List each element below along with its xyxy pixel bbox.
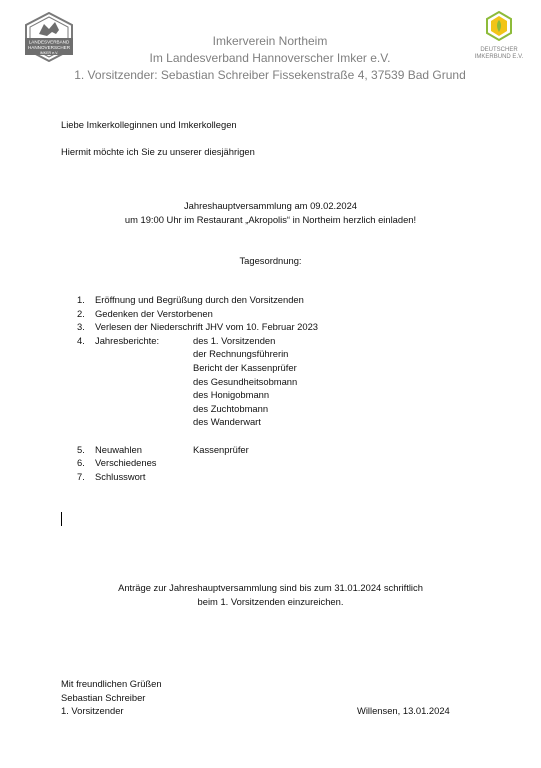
meeting-date: Jahreshauptversammlung am 09.02.2024: [183, 200, 358, 211]
report-item: der Rechnungsführerin: [193, 348, 289, 360]
report-row: [77, 389, 497, 403]
item-number: 2.: [77, 307, 85, 319]
item-label: Verschiedenes: [95, 457, 157, 469]
logo-right-text-2: IMKERBUND E.V.: [474, 54, 524, 60]
item-label: Eröffnung und Begrüßung durch den Vorsitzenden: [95, 294, 304, 305]
report-row: [77, 416, 497, 430]
agenda-title: Tagesordnung:: [239, 255, 302, 266]
item-label: Schlusswort: [95, 470, 146, 482]
motions-line-2: beim 1. Vorsitzenden einzureichen.: [197, 596, 344, 607]
item-label: Gedenken der Verstorbenen: [95, 307, 213, 319]
report-item: des Wanderwart: [193, 416, 261, 428]
report-row: [77, 376, 497, 390]
item-number: 6.: [77, 457, 85, 469]
meeting-location: um 19:00 Uhr im Restaurant „Akropolis“ in Northeim herzlich einladen!: [124, 213, 417, 225]
letterhead-line-2: Im Landesverband Hannoverscher Imker e.V.: [149, 51, 391, 65]
signatory-role: 1. Vorsitzender: [61, 705, 124, 717]
list-item: [77, 335, 497, 349]
logo-left-text-3: IMKER e.V.: [39, 51, 59, 55]
item-label: Verlesen der Niederschrift JHV vom 10. Februar 2023: [95, 321, 319, 333]
closing-greeting: Mit freundlichen Grüßen: [61, 678, 162, 689]
election-item: Kassenprüfer: [193, 443, 249, 455]
place-date: Willensen, 13.01.2024: [357, 705, 450, 717]
logo-left-text-2: HANNOVERSCHER: [27, 45, 71, 50]
item-number: 5.: [77, 443, 85, 455]
logo-left-text-1: LANDESVERBAND: [28, 39, 70, 45]
list-item: [77, 308, 497, 322]
signatory-name: Sebastian Schreiber: [61, 691, 146, 703]
motions-line-1: Anträge zur Jahreshauptversammlung sind bis zum 31.01.2024 schriftlich: [118, 582, 423, 593]
text-cursor[interactable]: [61, 512, 62, 526]
spacer: [77, 430, 497, 444]
item-label: Neuwahlen: [95, 443, 142, 455]
letterhead-line-3: 1. Vorsitzender: Sebastian Schreiber Fissekenstraße 4, 37539 Bad Grund: [74, 68, 466, 82]
list-item: [77, 457, 497, 471]
agenda-list: [77, 294, 497, 484]
item-label: Jahresberichte:: [95, 334, 160, 346]
letterhead-line-1: Imkerverein Northeim: [212, 34, 328, 48]
list-item: [77, 321, 497, 335]
report-item: Bericht der Kassenprüfer: [193, 361, 297, 373]
letterhead: [60, 33, 480, 84]
item-number: 4.: [77, 334, 85, 346]
report-item: des 1. Vorsitzenden: [193, 334, 276, 346]
report-row: [77, 362, 497, 376]
report-item: des Gesundheitsobmann: [193, 375, 298, 387]
salutation: Liebe Imkerkolleginnen und Imkerkollegen: [61, 119, 237, 130]
item-number: 3.: [77, 321, 85, 333]
report-item: des Zuchtobmann: [193, 402, 269, 414]
report-row: [77, 403, 497, 417]
intro-text: Hiermit möchte ich Sie zu unserer diesjährigen: [61, 146, 255, 157]
report-item: des Honigobmann: [193, 389, 270, 401]
item-number: 7.: [77, 470, 85, 482]
item-number: 1.: [77, 294, 85, 305]
list-item: [77, 444, 497, 458]
logo-right-text-1: DEUTSCHER: [480, 47, 518, 53]
list-item: [77, 294, 497, 308]
list-item: [77, 471, 497, 485]
report-row: [77, 348, 497, 362]
